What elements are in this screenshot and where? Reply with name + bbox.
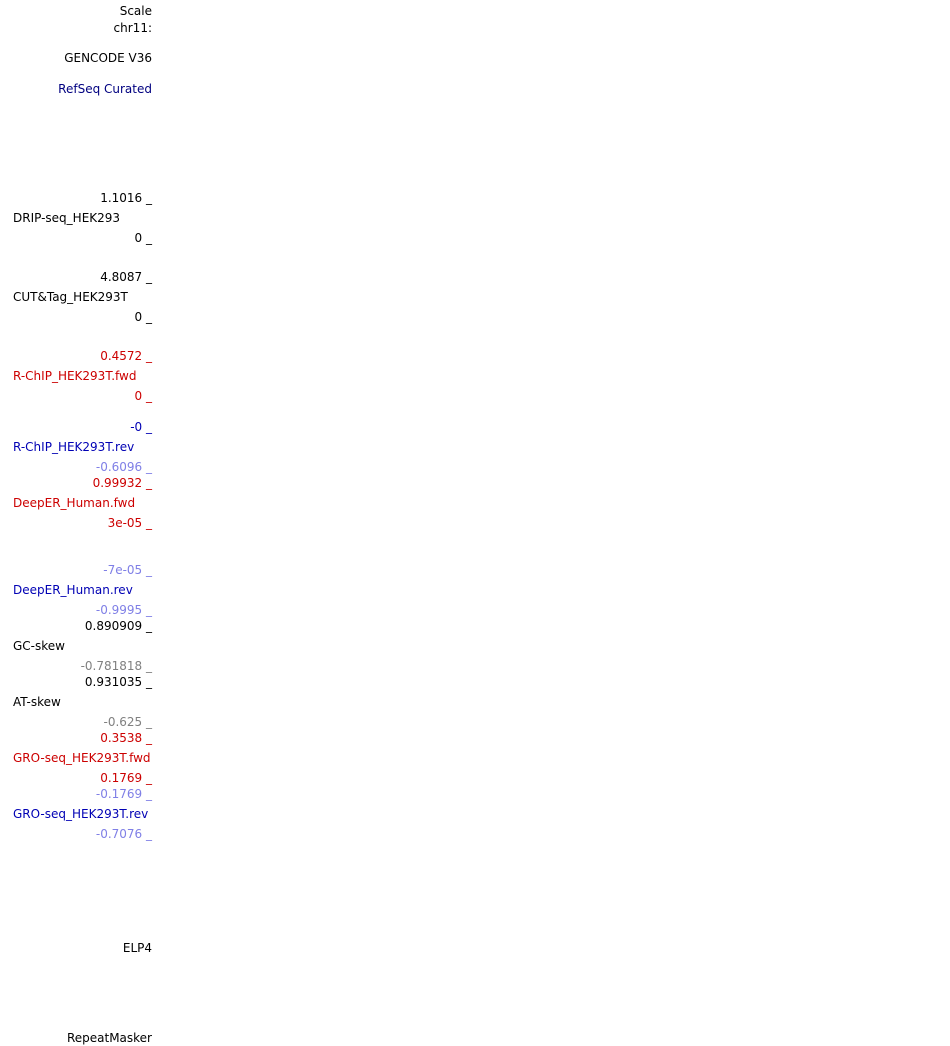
gc-skew-track-label[interactable]: GC-skew (13, 639, 65, 653)
at-skew-track-label[interactable]: AT-skew (13, 695, 61, 709)
cuttag-max-value: 4.8087 _ (100, 270, 152, 284)
rchip-fwd-track-label[interactable]: R-ChIP_HEK293T.fwd (13, 369, 137, 383)
track-label-panel (0, 0, 160, 1046)
gro-fwd-min-value: 0.1769 _ (100, 771, 152, 785)
at-skew-max-value: 0.931035 _ (84, 675, 152, 689)
rchip-rev-track-label[interactable]: R-ChIP_HEK293T.rev (13, 440, 135, 454)
drip-track-label[interactable]: DRIP-seq_HEK293 (13, 211, 121, 225)
gro-rev-track-label[interactable]: GRO-seq_HEK293T.rev (13, 807, 149, 821)
scale-label[interactable]: Scale (119, 4, 152, 18)
cuttag-min-value: 0 _ (134, 310, 152, 324)
refseq-track-label[interactable]: RefSeq Curated (58, 82, 152, 96)
repeatmasker-track-label[interactable]: RepeatMasker (66, 1031, 152, 1045)
rchip-fwd-max-value: 0.4572 _ (100, 349, 152, 363)
gro-rev-min-value: -0.7076 _ (95, 827, 152, 841)
deeper-rev-max-value: -7e-05 _ (103, 563, 152, 577)
rchip-rev-max-value: -0 _ (130, 420, 152, 434)
deeper-fwd-min-value: 3e-05 _ (107, 516, 152, 530)
rchip-fwd-min-value: 0 _ (134, 389, 152, 403)
deeper-rev-min-value: -0.9995 _ (95, 603, 152, 617)
rchip-rev-min-value: -0.6096 _ (95, 460, 152, 474)
gc-skew-max-value: 0.890909 _ (84, 619, 152, 633)
drip-min-value: 0 _ (134, 231, 152, 245)
gc-skew-min-value: -0.781818 _ (80, 659, 152, 673)
gro-fwd-max-value: 0.3538 _ (100, 731, 152, 745)
gro-fwd-track-label[interactable]: GRO-seq_HEK293T.fwd (13, 751, 151, 765)
gro-rev-max-value: -0.1769 _ (95, 787, 152, 801)
deeper-rev-track-label[interactable]: DeepER_Human.rev (13, 583, 133, 597)
drip-max-value: 1.1016 _ (100, 191, 152, 205)
deeper-fwd-track-label[interactable]: DeepER_Human.fwd (13, 496, 136, 510)
cuttag-track-label[interactable]: CUT&Tag_HEK293T (13, 290, 128, 304)
gencode-track-label[interactable]: GENCODE V36 (64, 51, 152, 65)
track-data-area[interactable] (160, 0, 950, 1046)
at-skew-min-value: -0.625 _ (103, 715, 152, 729)
elp4-gene-label[interactable]: ELP4 (122, 941, 152, 955)
chromosome-label[interactable]: chr11: (113, 21, 152, 35)
deeper-fwd-max-value: 0.99932 _ (92, 476, 152, 490)
